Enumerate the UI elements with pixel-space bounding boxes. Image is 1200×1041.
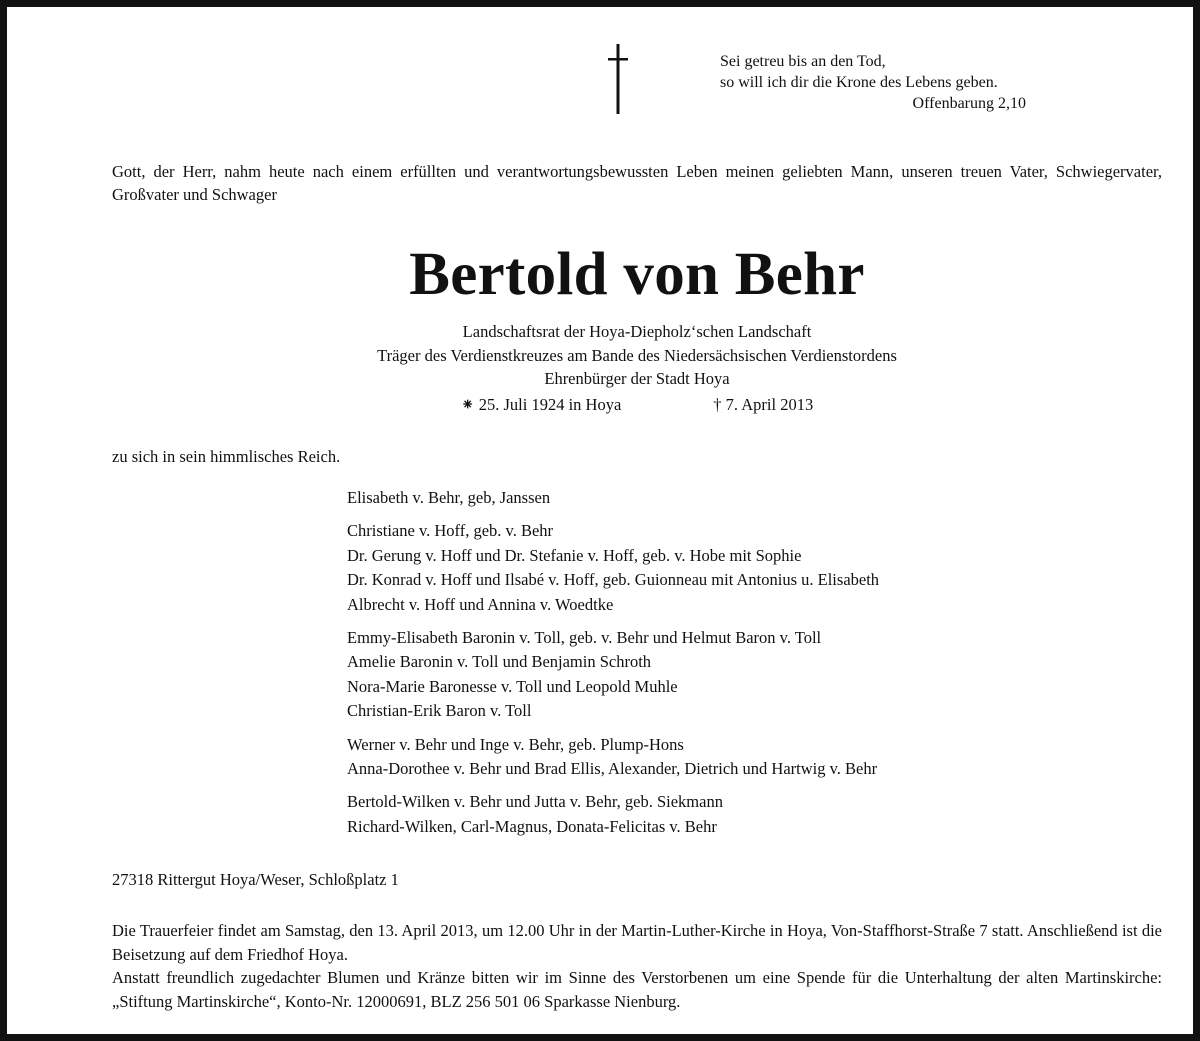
family-member: Amelie Baronin v. Toll und Benjamin Schroth (347, 652, 652, 672)
family-member: Christiane v. Hoff, geb. v. Behr (347, 521, 554, 541)
title-line: Träger des Verdienstkreuzes am Bande des Niedersächsischen Verdienstordens (377, 345, 897, 365)
intro-text: Gott, der Herr, nahm heute nach einem erfüllten und verantwortungsbewussten Leben meinen geliebten Mann, unseren treuen Vater, Schwiegervater, Großvater und Schwager (112, 162, 1162, 204)
family-member: Anna-Dorothee v. Behr und Brad Ellis, Alexander, Dietrich und Hartwig v. Behr (347, 759, 878, 779)
verse-line-2: so will ich dir die Krone des Lebens geben. (720, 74, 998, 91)
family-group (347, 790, 1147, 839)
verse-reference: Offenbarung 2,10 (912, 95, 1026, 112)
latin-cross-icon (607, 42, 629, 116)
deceased-titles (7, 320, 1200, 391)
deceased-name: Bertold von Behr (409, 241, 865, 308)
title-line: Landschaftsrat der Hoya-Diepholz‘schen Landschaft (462, 322, 812, 341)
family-group (347, 486, 1147, 510)
family-member: Emmy-Elisabeth Baronin v. Toll, geb. v. Behr und Helmut Baron v. Toll (347, 628, 822, 648)
service-info: Die Trauerfeier findet am Samstag, den 13. April 2013, um 12.00 Uhr in der Martin-Luther-Kirche in Hoya, Von-Staffhorst-Straße 7 statt. Anschließend ist die Beisetzung auf dem Friedhof Hoya. (112, 921, 1162, 964)
family-member: Richard-Wilken, Carl-Magnus, Donata-Felicitas v. Behr (347, 816, 717, 836)
family-group (347, 519, 1147, 617)
bible-verse (720, 51, 1040, 114)
donation-info: Anstatt freundlich zugedachter Blumen und Kränze bitten wir im Sinne des Verstorbenen um eine Spende für die Unterhaltung der alten Martinskirche: „Stiftung Martinskirche“, Konto-Nr. 12000691, BLZ 256 501 06 Sparkasse Nienburg. (112, 968, 1162, 1011)
closing-phrase: zu sich in sein himmlisches Reich. (112, 447, 341, 466)
family-address: 27318 Rittergut Hoya/Weser, Schloßplatz 1 (112, 870, 399, 889)
verse-line-1: Sei getreu bis an den Tod, (720, 53, 886, 70)
funeral-details (112, 919, 1162, 1013)
mourners-list (347, 486, 1147, 848)
death-date: † 7. April 2013 (713, 395, 814, 414)
family-group (347, 626, 1147, 724)
family-member: Christian-Erik Baron v. Toll (347, 701, 532, 721)
title-line: Ehrenbürger der Stadt Hoya (544, 369, 730, 388)
family-member: Nora-Marie Baronesse v. Toll und Leopold Muhle (347, 676, 678, 696)
family-member: Werner v. Behr und Inge v. Behr, geb. Plump-Hons (347, 734, 684, 754)
birth-date: ⁕ 25. Juli 1924 in Hoya (460, 395, 622, 414)
family-member: Dr. Gerung v. Hoff und Dr. Stefanie v. Hoff, geb. v. Hobe mit Sophie (347, 545, 802, 565)
family-member: Elisabeth v. Behr, geb, Janssen (347, 488, 551, 507)
family-member: Bertold-Wilken v. Behr und Jutta v. Behr, geb. Siekmann (347, 792, 723, 812)
life-dates (7, 393, 1200, 416)
family-group (347, 733, 1147, 782)
family-member: Albrecht v. Hoff und Annina v. Woedtke (347, 594, 614, 614)
family-member: Dr. Konrad v. Hoff und Ilsabé v. Hoff, geb. Guionneau mit Antonius u. Elisabeth (347, 570, 880, 590)
